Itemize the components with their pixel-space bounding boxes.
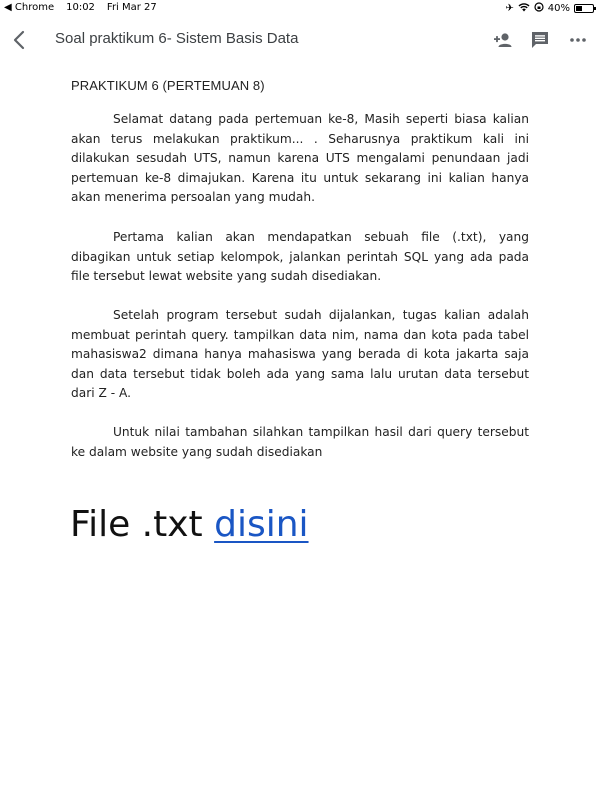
paragraph-query-task: Setelah program tersebut sudah dijalankan, tugas kalian adalah membuat perintah query. tampilkan data nim, nama dan kota pada tabel mahasiswa2 dimana hanya mahasiswa yang berada di kota jakarta saja dan data tersebut tidak boleh ada yang sama lalu urutan data tersebut dari Z - A. xyxy=(71,308,529,400)
person-add-icon[interactable] xyxy=(491,28,515,52)
back-to-app-link[interactable]: ◀ Chrome xyxy=(4,2,55,13)
app-bar xyxy=(0,18,600,62)
status-bar xyxy=(0,0,600,16)
document-title: Soal praktikum 6- Sistem Basis Data xyxy=(55,30,299,47)
wifi-icon xyxy=(518,2,530,15)
status-right xyxy=(505,2,594,15)
file-download-link[interactable]: disini xyxy=(214,504,309,545)
paragraph-file-instructions: Pertama kalian akan mendapatkan sebuah file (.txt), yang dibagikan untuk setiap kelompok, jalankan perintah SQL yang ada pada file tersebut lewat website yang sudah disediakan. xyxy=(71,230,529,283)
rotation-lock-icon xyxy=(534,2,544,15)
comment-icon[interactable] xyxy=(528,28,552,52)
document-heading: PRAKTIKUM 6 (PERTEMUAN 8) xyxy=(71,78,265,93)
battery-icon xyxy=(574,4,594,13)
battery-percent: 40% xyxy=(547,3,570,14)
airplane-icon: ✈ xyxy=(505,3,514,14)
more-vert-icon[interactable] xyxy=(566,28,590,52)
paragraph-intro: Selamat datang pada pertemuan ke-8, Masih seperti biasa kalian akan terus melakukan praktikum... . Seharusnya praktikum kali ini dilakukan sesudah UTS, namun karena UTS mengalami penundaan jadi pertemuan ke-8 dimajukan. Karena itu untuk sekarang ini kalian hanya akan menerima persoalan yang mudah. xyxy=(71,112,529,204)
status-left xyxy=(4,2,157,13)
battery-level xyxy=(576,6,582,11)
paragraph-bonus: Untuk nilai tambahan silahkan tampilkan hasil dari query tersebut ke dalam website yang sudah disediakan xyxy=(71,425,529,459)
file-download-line xyxy=(70,504,309,545)
back-arrow-icon[interactable] xyxy=(8,28,32,52)
file-label: File .txt xyxy=(70,504,215,545)
status-time: 10:02 xyxy=(66,2,95,13)
status-date: Fri Mar 27 xyxy=(106,2,157,13)
